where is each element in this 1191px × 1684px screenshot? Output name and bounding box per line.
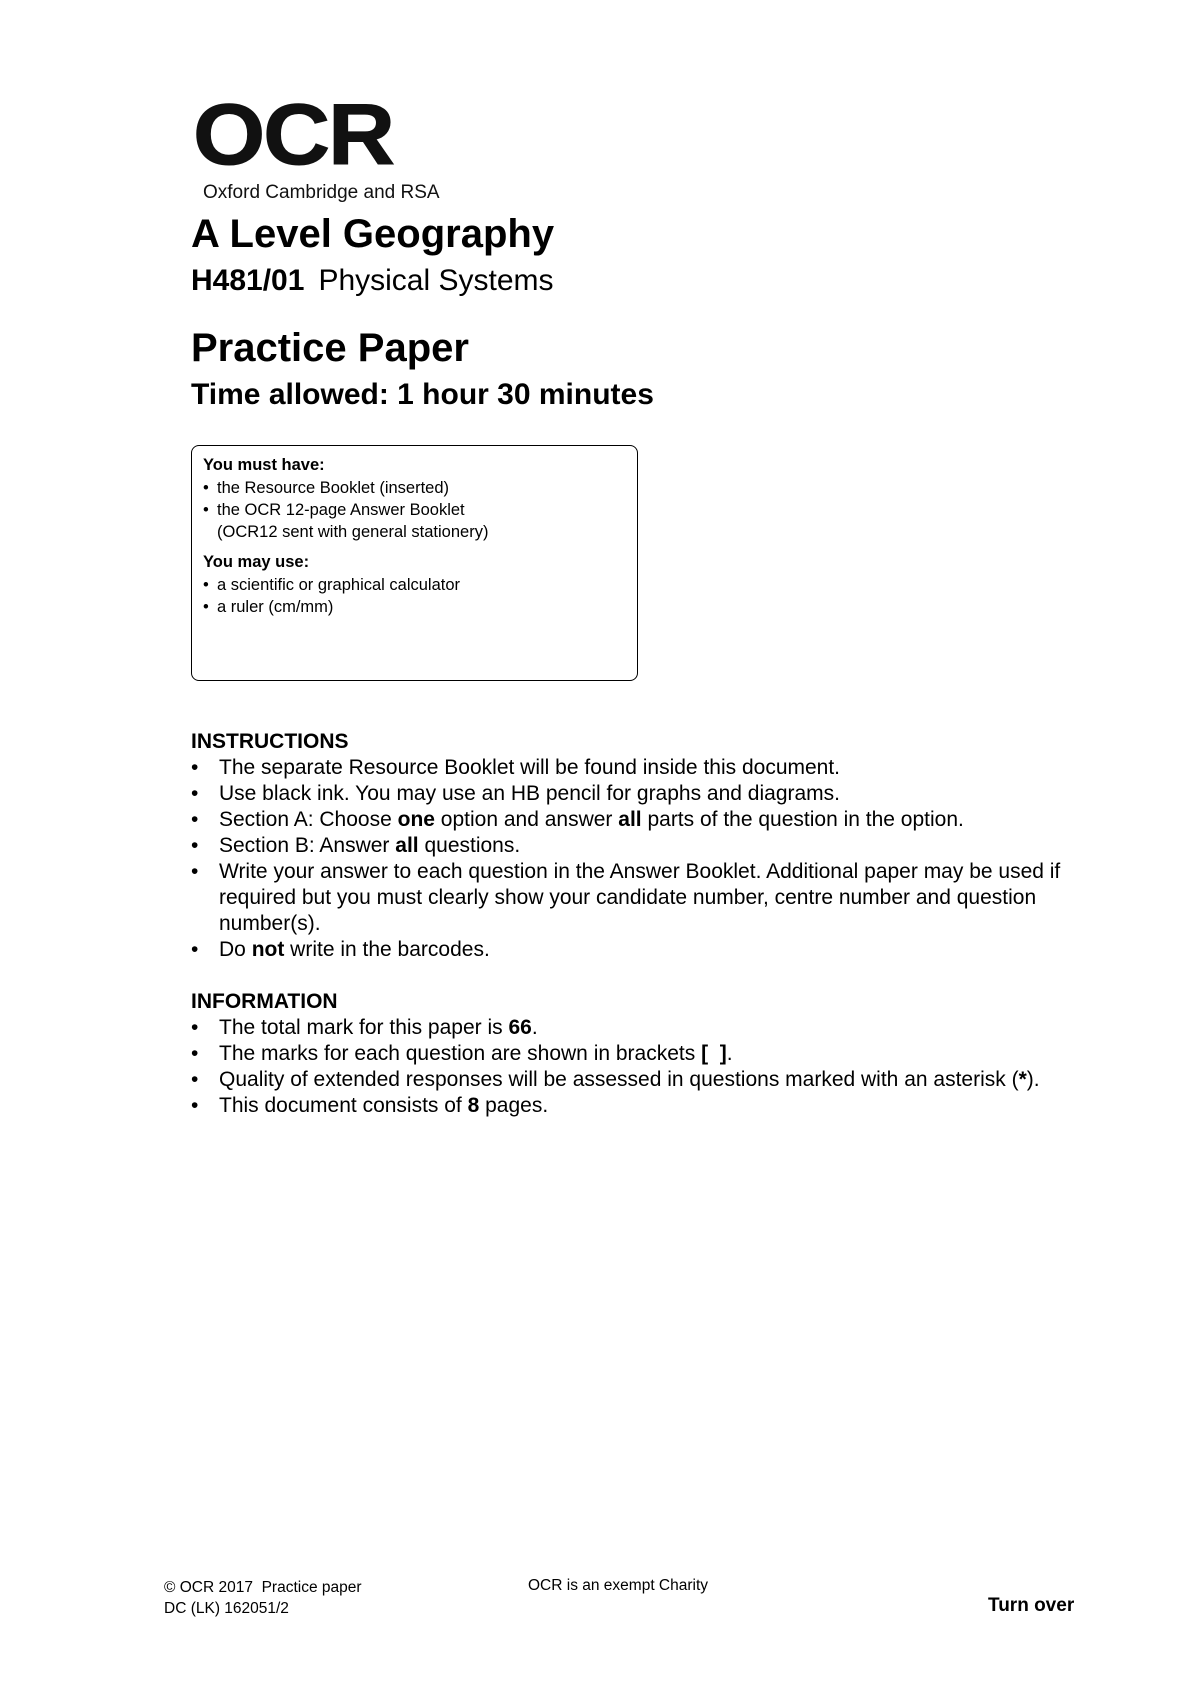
footer-left: [164, 1577, 362, 1619]
information-section: [191, 989, 1071, 1119]
ocr-logo-tagline: Oxford Cambridge and RSA: [203, 182, 440, 203]
instruction-item: • Section A: Choose one option and answer all parts of the question in the option.: [191, 807, 1071, 833]
information-heading: INFORMATION: [191, 990, 338, 1013]
subject-title: A Level Geography: [191, 212, 555, 256]
paper-code-line: [191, 264, 554, 298]
information-item: • This document consists of 8 pages.: [191, 1093, 1071, 1119]
ocr-logo: [193, 87, 440, 204]
time-allowed: Time allowed: 1 hour 30 minutes: [191, 378, 654, 411]
must-have-heading: You must have:: [203, 456, 325, 474]
may-use-list: [203, 574, 626, 618]
paper-code: H481/01: [191, 264, 305, 297]
may-use-item: • a ruler (cm/mm): [203, 596, 626, 618]
instruction-item: • Write your answer to each question in the Answer Booklet. Additional paper may be used if required but you must clearly show your candidate number, centre number and question number(s).: [191, 859, 1071, 937]
footer-copyright: © OCR 2017 Practice paper: [164, 1579, 362, 1596]
equipment-box: [191, 445, 638, 681]
instruction-item: • Use black ink. You may use an HB pencil for graphs and diagrams.: [191, 781, 1071, 807]
instruction-item: • Section B: Answer all questions.: [191, 833, 1071, 859]
information-item: • Quality of extended responses will be assessed in questions marked with an asterisk (*).: [191, 1067, 1071, 1093]
must-have-list: [203, 477, 626, 543]
instruction-item: • Do not write in the barcodes.: [191, 937, 1071, 963]
may-use-heading: You may use:: [203, 553, 310, 571]
paper-type: Practice Paper: [191, 326, 469, 370]
ocr-logo-mark: OCR: [193, 87, 393, 183]
information-item: • The total mark for this paper is 66.: [191, 1015, 1071, 1041]
instructions-list: [191, 755, 1071, 963]
footer-ref: DC (LK) 162051/2: [164, 1600, 289, 1617]
information-list: [191, 1015, 1071, 1119]
must-have-item: • the Resource Booklet (inserted): [203, 477, 626, 499]
footer-charity: OCR is an exempt Charity: [528, 1577, 709, 1594]
information-item: • The marks for each question are shown in brackets [ ].: [191, 1041, 1071, 1067]
turn-over: Turn over: [988, 1595, 1075, 1616]
instructions-heading: INSTRUCTIONS: [191, 730, 349, 753]
instructions-section: [191, 729, 1071, 963]
must-have-item: • the OCR 12-page Answer Booklet (OCR12 sent with general stationery): [203, 499, 626, 543]
may-use-item: • a scientific or graphical calculator: [203, 574, 626, 596]
paper-title: Physical Systems: [318, 264, 554, 297]
instruction-item: • The separate Resource Booklet will be found inside this document.: [191, 755, 1071, 781]
